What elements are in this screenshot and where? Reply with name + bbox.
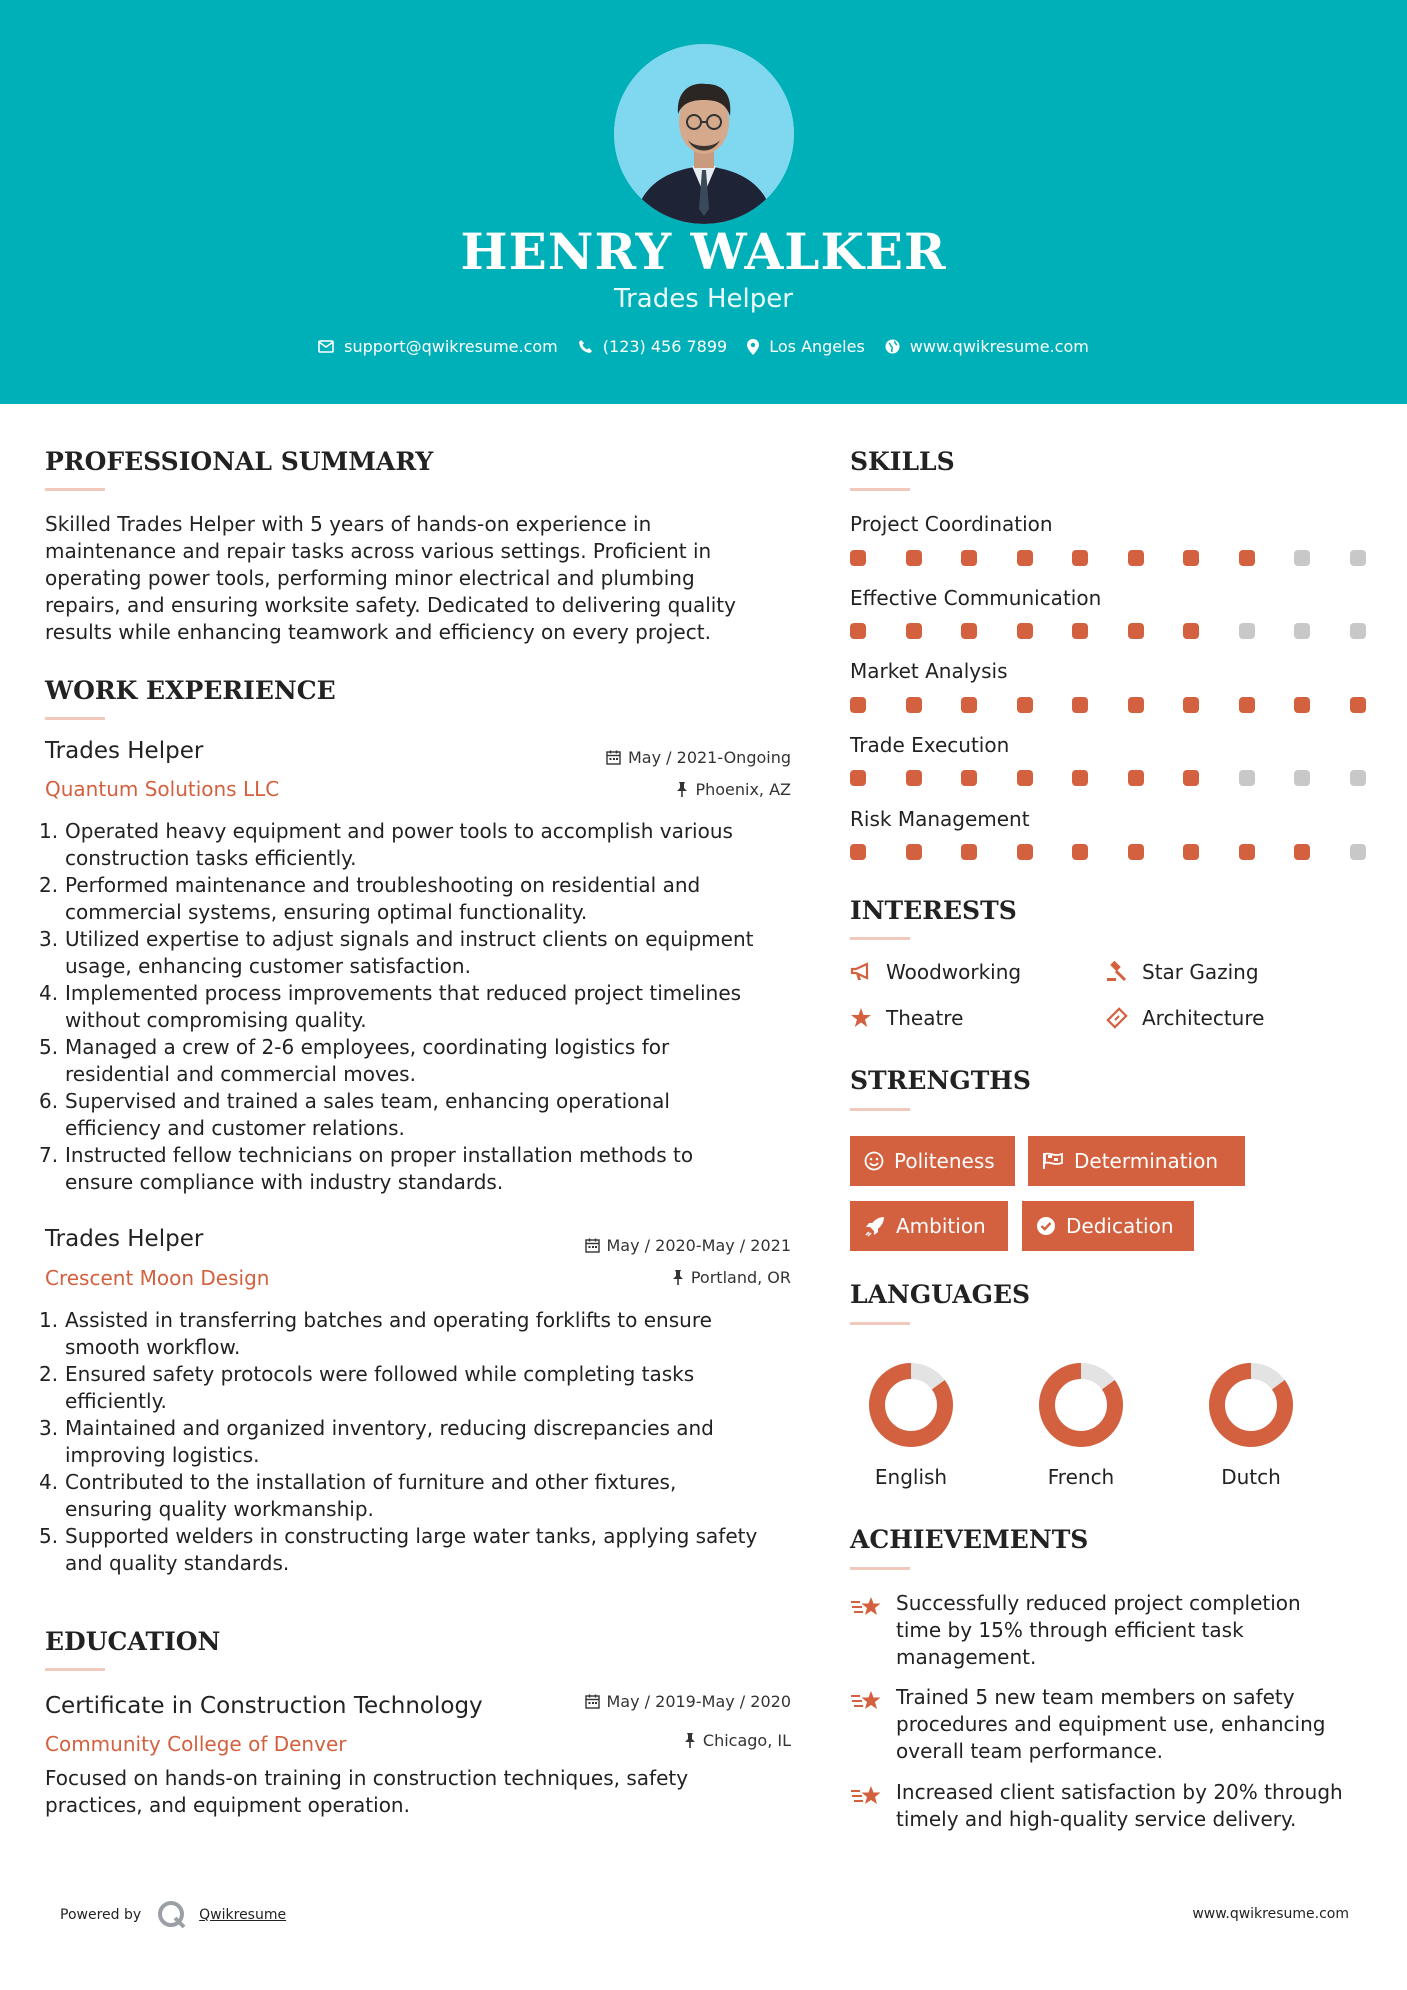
skill-dot-filled (1072, 550, 1088, 566)
language-level-ring (866, 1360, 956, 1450)
calendar-icon (606, 750, 621, 765)
summary-divider (45, 488, 105, 491)
skill-rating (850, 770, 1370, 788)
education-place-text: Chicago, IL (702, 1731, 791, 1750)
skill-rating (850, 623, 1370, 641)
summary-line: maintenance and repair tasks across various settings. Proficient in (45, 539, 712, 563)
skill-dot-filled (961, 623, 977, 639)
skill-dot-empty (1294, 623, 1310, 639)
experience-divider (45, 717, 105, 720)
language-label: English (874, 1465, 948, 1489)
profile-photo (614, 44, 794, 224)
skill-dot-filled (1128, 550, 1144, 566)
job-place (500, 1268, 791, 1287)
skill-dot-filled (961, 697, 977, 713)
achievement-text: Successfully reduced project completion time by 15% through efficient task management. (896, 1591, 1301, 1669)
achievement-item (850, 1684, 1370, 1768)
strength-tag: Determination (1028, 1136, 1245, 1186)
skill-rating (850, 697, 1370, 715)
skill-dot-filled (906, 844, 922, 860)
job-place-text: Phoenix, AZ (695, 780, 791, 799)
summary-line: Skilled Trades Helper with 5 years of hands-on experience in (45, 512, 652, 536)
skill-dot-filled (906, 550, 922, 566)
skill-dot-filled (850, 550, 866, 566)
job-title: Trades Helper (45, 738, 204, 764)
skill-dot-empty (1350, 623, 1366, 639)
job-title: Trades Helper (45, 1226, 204, 1252)
list-item: 4. Contributed to the installation of furniture and other fixtures, ensuring quality workmanship. (39, 1470, 677, 1521)
skill-dot-empty (1239, 770, 1255, 786)
list-item: 2. Performed maintenance and troubleshooting on residential and commercial systems, ensuring optimal functionality. (39, 873, 701, 924)
skill-name: Market Analysis (850, 659, 1008, 683)
rocket-icon (864, 1215, 886, 1237)
skill-dot-filled (1072, 623, 1088, 639)
interest-item: Architecture (1106, 1006, 1264, 1030)
skill-dot-filled (1128, 770, 1144, 786)
skill-dot-filled (1350, 697, 1366, 713)
achievements-heading: ACHIEVEMENTS (850, 1525, 1089, 1554)
envelope-icon (318, 340, 334, 353)
skill-dot-filled (961, 770, 977, 786)
pushpin-icon (676, 782, 688, 797)
email-text: support@qwikresume.com (344, 337, 558, 356)
skill-name: Trade Execution (850, 733, 1010, 757)
flag-icon (1042, 1152, 1064, 1170)
list-item: 1. Operated heavy equipment and power tools to accomplish various construction tasks efficiently. (39, 819, 733, 870)
contact-website[interactable] (885, 337, 1089, 356)
shooting-star-icon (850, 1594, 884, 1620)
job-company: Crescent Moon Design (45, 1266, 270, 1290)
skill-dot-filled (850, 697, 866, 713)
summary-line: operating power tools, performing minor electrical and plumbing (45, 566, 695, 590)
header-banner (0, 0, 1407, 404)
job-duties-list (39, 1307, 805, 1577)
skill-dot-filled (1128, 844, 1144, 860)
skill-dot-empty (1239, 623, 1255, 639)
contact-email[interactable] (318, 337, 558, 356)
job-company: Quantum Solutions LLC (45, 777, 280, 801)
list-item: 3. Utilized expertise to adjust signals and instruct clients on equipment usage, enhancing customer satisfaction. (39, 927, 754, 978)
summary-line: repairs, and ensuring worksite safety. Dedicated to delivering quality (45, 593, 736, 617)
ticket-icon (1106, 1007, 1128, 1029)
interest-item: Woodworking (850, 960, 1021, 984)
footer-powered-by (60, 1898, 286, 1932)
contact-bar (0, 337, 1407, 356)
job-date-text: May / 2021-Ongoing (628, 748, 791, 767)
interest-item: Theatre (850, 1006, 963, 1030)
experience-heading: WORK EXPERIENCE (45, 676, 336, 705)
skill-dot-empty (1350, 770, 1366, 786)
skill-dot-filled (1128, 623, 1144, 639)
skill-rating (850, 844, 1370, 862)
skill-dot-filled (1017, 770, 1033, 786)
list-item: 1. Assisted in transferring batches and operating forklifts to ensure smooth workflow. (39, 1308, 712, 1359)
language-level-ring (1206, 1360, 1296, 1450)
strengths-heading: STRENGTHS (850, 1066, 1031, 1095)
skill-dot-filled (906, 623, 922, 639)
phone-text: (123) 456 7899 (602, 337, 728, 356)
pushpin-icon (672, 1270, 684, 1285)
candidate-role: Trades Helper (614, 284, 793, 314)
skill-dot-filled (1128, 697, 1144, 713)
language-label: French (1047, 1465, 1115, 1489)
skill-dot-filled (850, 770, 866, 786)
phone-icon (578, 339, 593, 354)
skill-dot-filled (850, 623, 866, 639)
candidate-name: HENRY WALKER (460, 222, 947, 281)
skill-dot-filled (1072, 697, 1088, 713)
skill-dot-filled (1239, 550, 1255, 566)
job-date (500, 1236, 791, 1255)
skill-dot-filled (1294, 697, 1310, 713)
skills-divider (850, 488, 910, 491)
strength-tag: Ambition (850, 1201, 1008, 1251)
strength-tag: Politeness (850, 1136, 1015, 1186)
footer-website[interactable]: www.qwikresume.com (1192, 1906, 1349, 1922)
gavel-icon (1106, 961, 1128, 983)
skill-dot-filled (1017, 844, 1033, 860)
calendar-icon (585, 1694, 600, 1709)
skill-dot-filled (906, 697, 922, 713)
language-label: Dutch (1221, 1465, 1281, 1489)
achievement-item (850, 1779, 1370, 1835)
list-item: 2. Ensured safety protocols were followed while completing tasks efficiently. (39, 1362, 695, 1413)
education-description: Focused on hands-on training in construction techniques, safety practices, and equipment operation. (45, 1766, 689, 1817)
website-text: www.qwikresume.com (909, 337, 1089, 356)
skill-dot-filled (1017, 550, 1033, 566)
list-item: 6. Supervised and trained a sales team, enhancing operational efficiency and customer relations. (39, 1089, 670, 1140)
job-date-text: May / 2020-May / 2021 (606, 1236, 791, 1255)
bullhorn-icon (850, 962, 872, 982)
skill-rating (850, 550, 1370, 568)
interests-heading: INTERESTS (850, 896, 1017, 925)
summary-text (45, 511, 785, 646)
smile-icon (864, 1151, 884, 1171)
qwikresume-link[interactable]: Qwikresume (199, 1907, 287, 1923)
achievement-item (850, 1590, 1370, 1674)
job-duties-list (39, 818, 805, 1196)
skill-dot-filled (1183, 697, 1199, 713)
interests-divider (850, 937, 910, 940)
calendar-icon (585, 1238, 600, 1253)
achievement-text: Trained 5 new team members on safety procedures and equipment use, enhancing overall team performance. (896, 1685, 1326, 1763)
star-icon (850, 1008, 872, 1028)
skill-dot-filled (1183, 550, 1199, 566)
degree-title: Certificate in Construction Technology (45, 1693, 483, 1719)
skill-dot-empty (1294, 550, 1310, 566)
contact-location (747, 337, 865, 356)
education-place (500, 1731, 791, 1750)
skill-dot-empty (1294, 770, 1310, 786)
skill-dot-filled (1183, 623, 1199, 639)
powered-by-text: Powered by (60, 1907, 142, 1923)
list-item: 4. Implemented process improvements that reduced project timelines without compromising quality. (39, 981, 742, 1032)
interest-item: Star Gazing (1106, 960, 1259, 984)
shooting-star-icon (850, 1783, 884, 1809)
skill-dot-filled (961, 844, 977, 860)
skill-dot-filled (850, 844, 866, 860)
summary-heading: PROFESSIONAL SUMMARY (45, 447, 434, 476)
skill-dot-filled (906, 770, 922, 786)
contact-phone[interactable] (578, 337, 727, 356)
job-place-text: Portland, OR (690, 1268, 791, 1287)
languages-divider (850, 1322, 910, 1325)
strengths-divider (850, 1108, 910, 1111)
list-item: 5. Supported welders in constructing large water tanks, applying safety and quality standards. (39, 1524, 758, 1575)
language-level-ring (1036, 1360, 1126, 1450)
education-heading: EDUCATION (45, 1627, 221, 1656)
education-date-text: May / 2019-May / 2020 (606, 1692, 791, 1711)
skill-dot-empty (1350, 550, 1366, 566)
qwikresume-logo-icon (155, 1898, 189, 1932)
summary-line: results while enhancing teamwork and efficiency on every project. (45, 620, 711, 644)
skills-heading: SKILLS (850, 447, 955, 476)
skill-name: Effective Communication (850, 586, 1102, 610)
skill-dot-filled (961, 550, 977, 566)
skill-dot-filled (1072, 770, 1088, 786)
pushpin-icon (684, 1733, 696, 1748)
skill-dot-filled (1183, 844, 1199, 860)
person-portrait-icon (614, 44, 794, 224)
location-text: Los Angeles (769, 337, 865, 356)
strength-tag: Dedication (1022, 1201, 1194, 1251)
skill-name: Risk Management (850, 807, 1030, 831)
list-item: 5. Managed a crew of 2-6 employees, coordinating logistics for residential and commercial moves. (39, 1035, 670, 1086)
list-item: 3. Maintained and organized inventory, reducing discrepancies and improving logistics. (39, 1416, 714, 1467)
skill-name: Project Coordination (850, 512, 1053, 536)
skill-dot-filled (1017, 623, 1033, 639)
education-date (500, 1692, 791, 1711)
education-divider (45, 1668, 105, 1671)
skill-dot-filled (1239, 697, 1255, 713)
globe-icon (885, 339, 900, 354)
school-name: Community College of Denver (45, 1732, 347, 1756)
skill-dot-filled (1072, 844, 1088, 860)
job-date (500, 748, 791, 767)
map-pin-icon (747, 339, 759, 355)
achievement-text: Increased client satisfaction by 20% through timely and high-quality service delivery. (896, 1780, 1343, 1831)
skill-dot-filled (1183, 770, 1199, 786)
achievements-divider (850, 1567, 910, 1570)
check-circle-icon (1036, 1216, 1056, 1236)
skill-dot-filled (1017, 697, 1033, 713)
job-place (500, 780, 791, 799)
shooting-star-icon (850, 1688, 884, 1714)
list-item: 7. Instructed fellow technicians on proper installation methods to ensure compliance with industry standards. (39, 1143, 694, 1194)
languages-heading: LANGUAGES (850, 1280, 1031, 1309)
skill-dot-filled (1294, 844, 1310, 860)
skill-dot-empty (1350, 844, 1366, 860)
skill-dot-filled (1239, 844, 1255, 860)
